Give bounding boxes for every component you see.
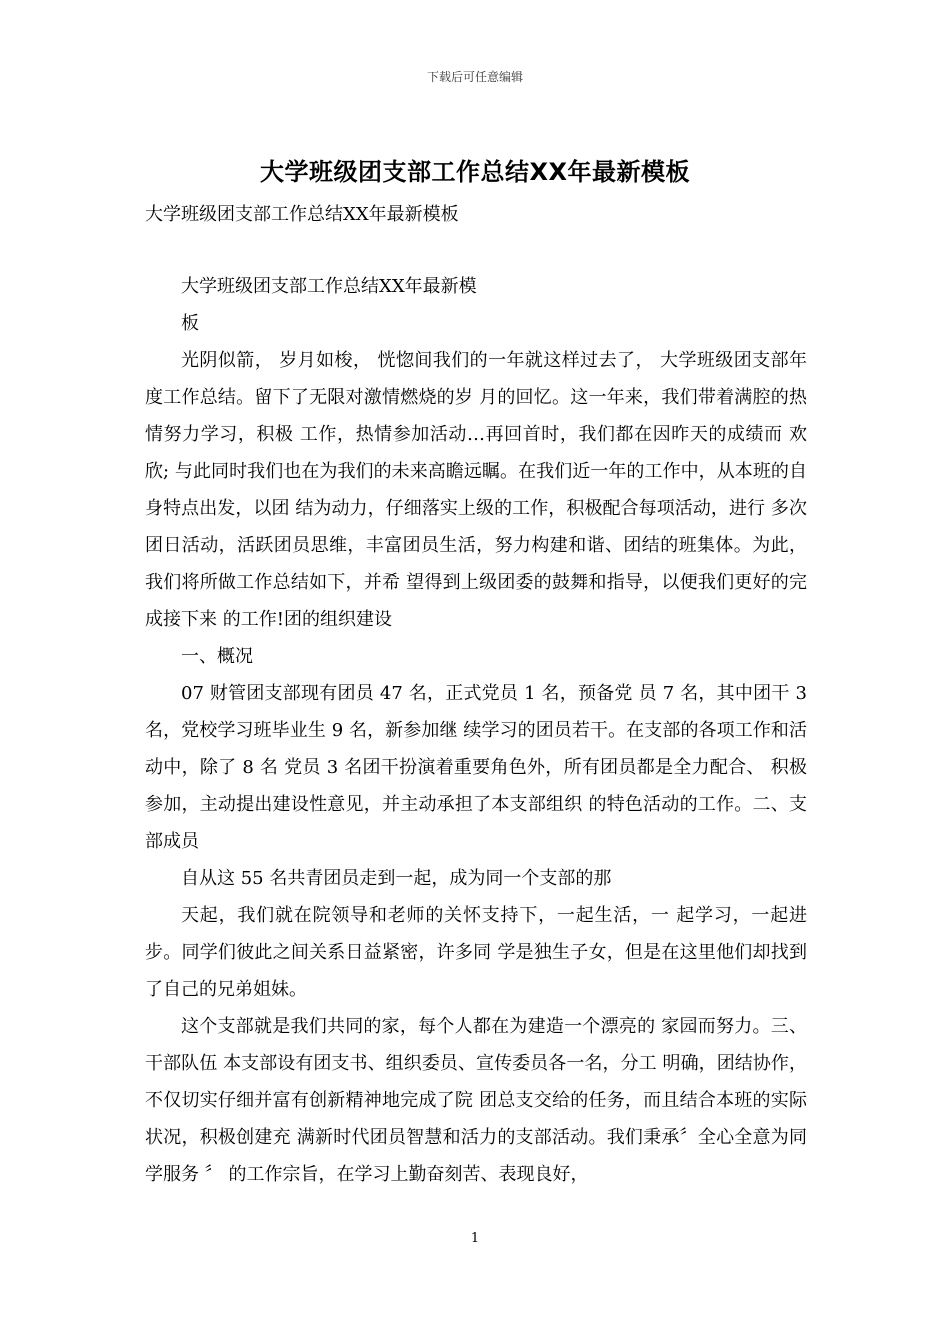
page-number: 1	[470, 1231, 480, 1246]
document-body	[145, 268, 807, 1193]
paragraph: 07 财管团支部现有团员 47 名，正式党员 1 名，预备党 员 7 名，其中团干 3 名，党校学习班毕业生 9 名，新参加继 续学习的团员若干。在支部的各项工作和活动中，除了 8 名 党员 3 名团干扮演着重要角色外，所有团员都是全力配合、 积极参加，主动提出建设性意见，并主动承担了本支部组织 的特色活动的工作。二、支部成员	[145, 683, 807, 852]
paragraph: 光阴似箭， 岁月如梭， 恍惚间我们的一年就这样过去了， 大学班级团支部年度工作总结。留下了无限对激情燃烧的岁 月的回忆。这一年来，我们带着满腔的热情努力学习，积极 工作，热情参加活动…再回首时，我们都在因昨天的成绩而 欢欣; 与此同时我们也在为我们的未来高瞻远瞩。在我们近一年的工作中，从本班的自身特点出发，以团 结为动力，仔细落实上级的工作，积极配合每项活动，进行 多次团日活动，活跃团员思维，丰富团员生活，努力构建和谐、团结的班集体。为此，我们将所做工作总结如下，并希 望得到上级团委的鼓舞和指导，以便我们更好的完成接下来 的工作!团的组织建设	[145, 350, 807, 630]
paragraph: 大学班级团支部工作总结XX年最新模	[181, 276, 477, 297]
paragraph: 天起，我们就在院领导和老师的关怀支持下，一起生活，一 起学习，一起进步。同学们彼此之间关系日益紧密，许多同 学是独生子女，但是在这里他们却找到了自己的兄弟姐妹。	[145, 905, 807, 1000]
paragraph: 这个支部就是我们共同的家，每个人都在为建造一个漂亮的 家园而努力。三、干部队伍 本支部设有团支书、组织委员、宣传委员各一名，分工 明确，团结协作，不仅切实仔细并富有创新精神地完成了院 团总支交给的任务，而且结合本班的实际状况，积极创建充 满新时代团员智慧和活力的支部活动。我们秉承〞全心全意为同学服务 〞 的工作宗旨，在学习上勤奋刻苦、表现良好，	[145, 1016, 807, 1185]
document-subtitle: 大学班级团支部工作总结XX年最新模板	[145, 204, 459, 225]
section-heading: 一、概况	[181, 646, 253, 667]
document-title: 大学班级团支部工作总结XX年最新模板	[259, 158, 690, 186]
paragraph: 自从这 55 名共青团员走到一起，成为同一个支部的那	[181, 868, 612, 889]
header-note: 下载后可任意编辑	[426, 70, 523, 84]
paragraph: 板	[181, 313, 199, 334]
